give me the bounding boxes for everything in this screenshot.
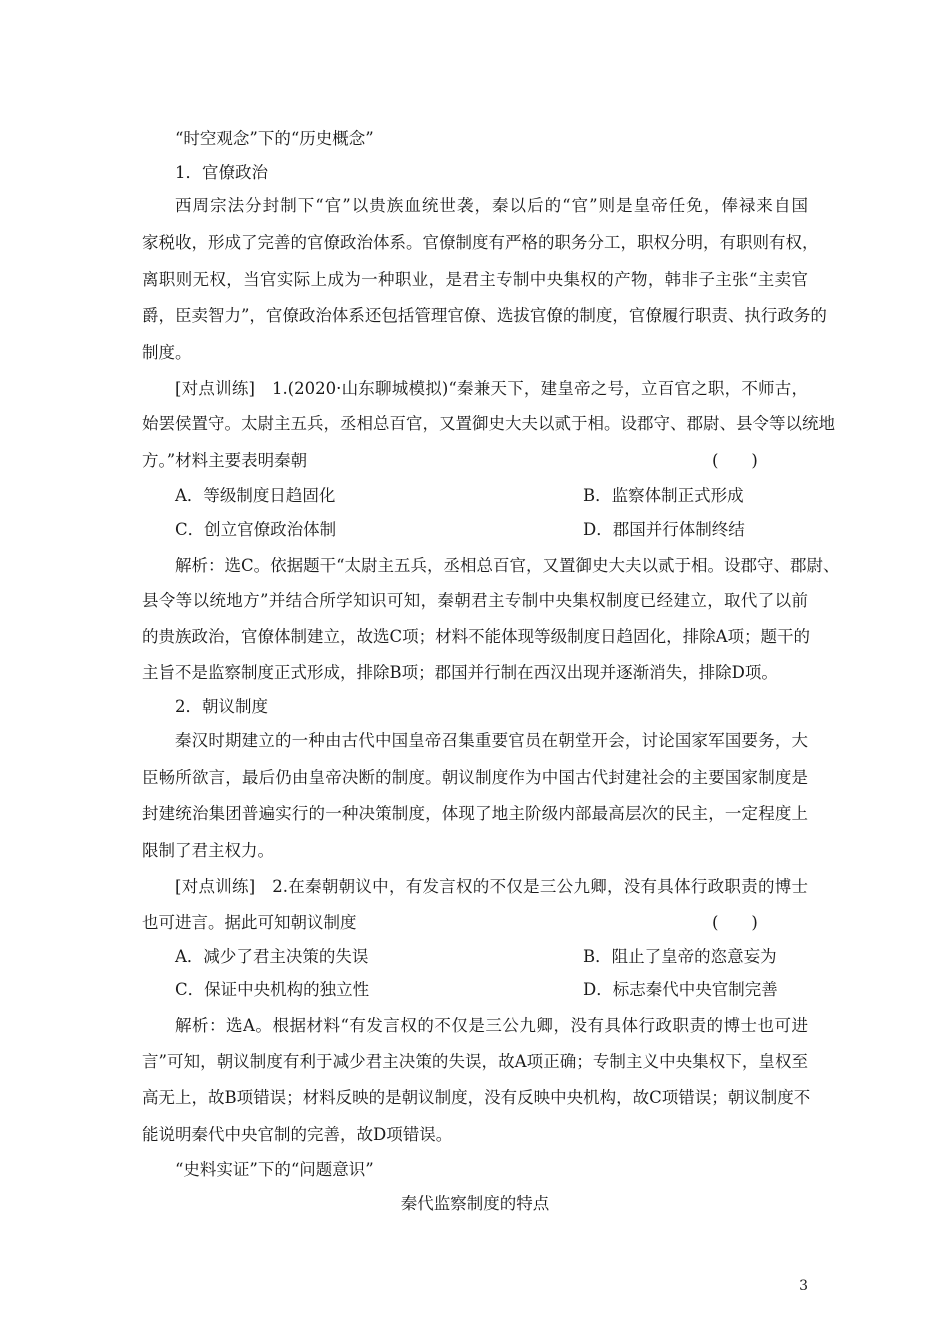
analysis-line: 言”可知，朝议制度有利于减少君主决策的失误，故A项正确；专制主义中央集权下，皇权至 [142,1052,808,1071]
paragraph-line: 家税收，形成了完善的官僚政治体系。官僚制度有严格的职务分工，职权分明，有职则有权， [142,233,819,252]
exercise-question-line: 也可进言。据此可知朝议制度 [142,913,357,932]
analysis-line: 主旨不是监察制度正式形成，排除B项；郡国并行制在西汉出现并逐渐消失，排除D项。 [142,663,778,682]
analysis-line: 能说明秦代中央官制的完善，故D项错误。 [142,1125,453,1144]
page-number: 3 [799,1278,808,1294]
topic-heading-court-council: 2．朝议制度 [175,697,268,716]
option-c: C．创立官僚政治体制 [175,520,337,539]
answer-blank: ( ) [712,913,758,932]
paragraph-line: 离职则无权，当官实际上成为一种职业，是君主专制中央集权的产物，韩非子主张“主卖官 [142,270,808,289]
exercise-question-line: [对点训练] 1.(2020·山东聊城模拟)“秦兼天下，建皇帝之号，立百官之职，不师古， [175,379,808,398]
analysis-line: 县令等以统地方”并结合所学知识可知，秦朝君主专制中央集权制度已经建立，取代了以前 [142,591,808,610]
option-a: A．减少了君主决策的失误 [175,947,369,966]
paragraph-line: 爵，臣卖智力”，官僚政治体系还包括管理官僚、选拔官僚的制度，官僚履行职责、执行政务的 [142,306,827,325]
paragraph-line: 限制了君主权力。 [142,841,274,860]
section-heading-evidence: “史料实证”下的“问题意识” [175,1160,374,1179]
topic-heading-bureaucracy: 1．官僚政治 [175,163,268,182]
paragraph-line: 臣畅所欲言，最后仍由皇帝决断的制度。朝议制度作为中国古代封建社会的主要国家制度是 [142,768,808,787]
option-c: C．保证中央机构的独立性 [175,980,370,999]
option-d: D．标志秦代中央官制完善 [583,980,778,999]
option-d: D．郡国并行体制终结 [583,520,745,539]
analysis-line: 的贵族政治，官僚体制建立，故选C项；材料不能体现等级制度日趋固化，排除A项；题干的 [142,627,811,646]
paragraph-line: 秦汉时期建立的一种由古代中国皇帝召集重要官员在朝堂开会，讨论国家军国要务，大 [175,731,808,750]
option-b: B．阻止了皇帝的恣意妄为 [583,947,777,966]
answer-blank: ( ) [712,451,758,470]
analysis-line: 高无上，故B项错误；材料反映的是朝议制度，没有反映中央机构，故C项错误；朝议制度不 [142,1088,811,1107]
analysis-line: 解析：选C。依据题干“太尉主五兵，丞相总百官，又置御史大夫以贰于相。设郡守、郡尉、 [175,556,840,575]
option-a: A．等级制度日趋固化 [175,486,336,505]
exercise-question-line: [对点训练] 2.在秦朝朝议中，有发言权的不仅是三公九卿，没有具体行政职责的博士 [175,877,808,896]
option-b: B．监察体制正式形成 [583,486,744,505]
exercise-question-line: 方。”材料主要表明秦朝 [142,451,308,470]
section-title: 秦代监察制度的特点 [400,1194,550,1213]
section-heading-spacetime: “时空观念”下的“历史概念” [175,129,374,148]
paragraph-line: 封建统治集团普遍实行的一种决策制度，体现了地主阶级内部最高层次的民主，一定程度上 [142,804,808,823]
analysis-line: 解析：选A。根据材料“有发言权的不仅是三公九卿，没有具体行政职责的博士也可进 [175,1016,808,1035]
paragraph-line: 西周宗法分封制下“官”以贵族血统世袭，秦以后的“官”则是皇帝任免，俸禄来自国 [175,196,808,215]
exercise-question-line: 始罢侯置守。太尉主五兵，丞相总百官，又置御史大夫以贰于相。设郡守、郡尉、县令等以统地 [142,414,835,433]
paragraph-line: 制度。 [142,343,192,362]
